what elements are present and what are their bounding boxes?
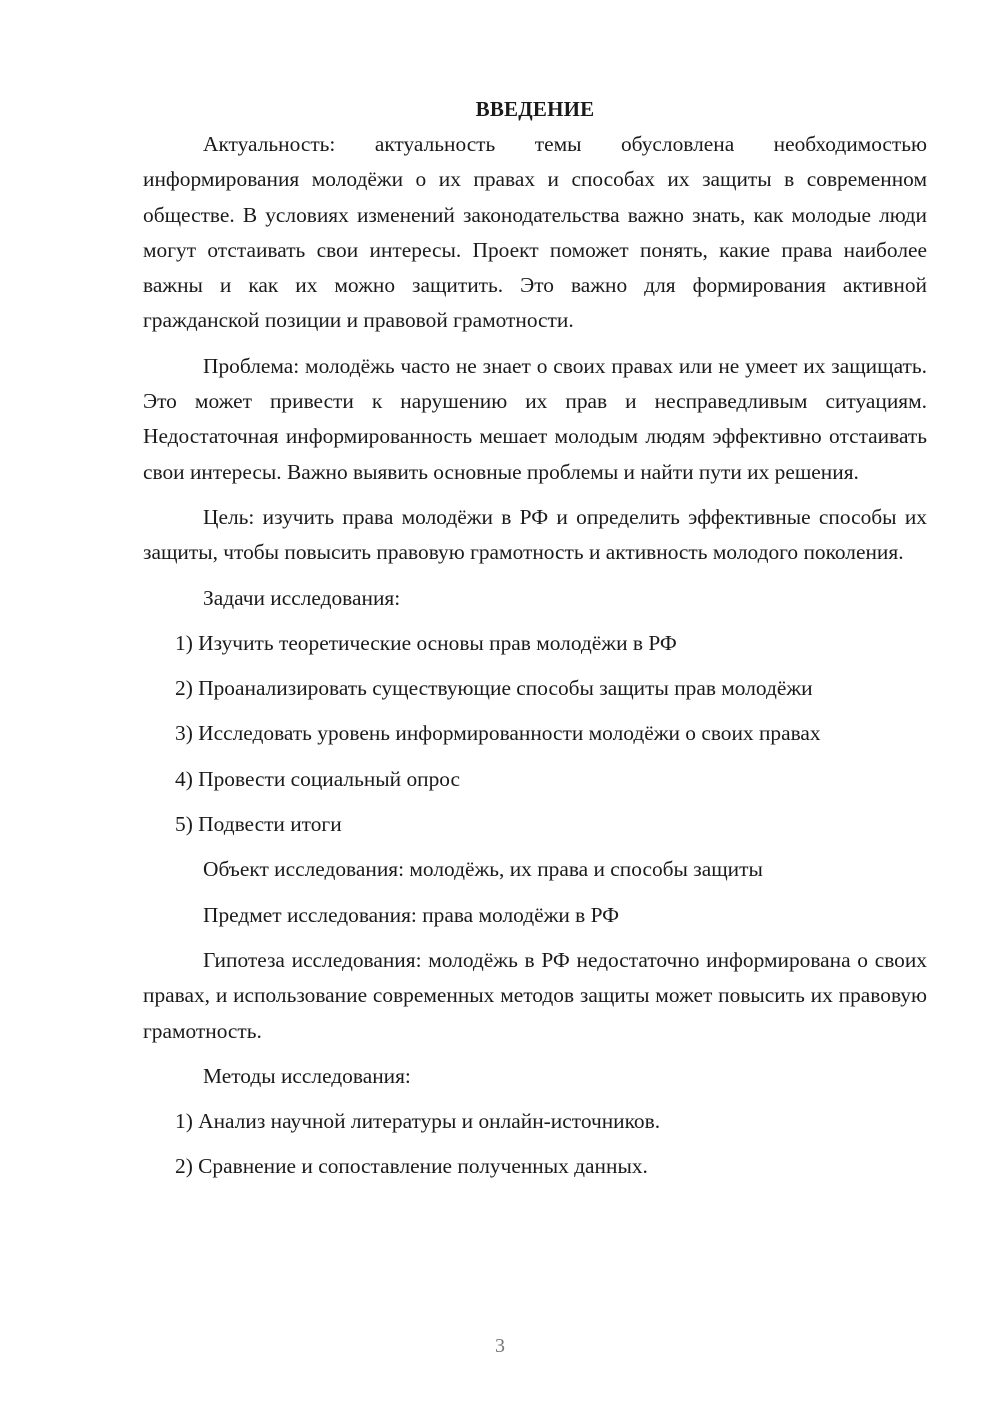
methods-heading: Методы исследования: [203,1063,411,1088]
problem-paragraph: Проблема: молодёжь часто не знает о своих правах или не умеет их защищать. Это может привести к нарушению их прав и несправедливым ситуациям. Недостаточная информированность мешает молодым людям эффективно отстаивать свои интересы. Важно выявить основные проблемы и найти пути их решения. [143,353,927,484]
page-number: 3 [495,1335,505,1357]
task-item-1: 1) Изучить теоретические основы прав молодёжи в РФ [175,630,677,655]
tasks-heading: Задачи исследования: [203,585,401,610]
task-item-2: 2) Проанализировать существующие способы защиты прав молодёжи [175,676,813,701]
method-item-2: 2) Сравнение и сопоставление полученных данных. [175,1154,648,1179]
method-item-1: 1) Анализ научной литературы и онлайн-источников. [175,1109,661,1134]
relevance-paragraph: Актуальность: актуальность темы обусловлена необходимостью информирования молодёжи о их правах и способах их защиты в современном обществе. В условиях изменений законодательства важно знать, как молодые люди могут отстаивать свои интересы. Проект поможет понять, какие права наиболее важны и как их можно защитить. Это важно для формирования активной гражданской позиции и правовой грамотности. [143,132,927,333]
task-item-3: 3) Исследовать уровень информированности молодёжи о своих правах [175,721,821,746]
research-object: Объект исследования: молодёжь, их права и способы защиты [203,857,763,882]
research-subject: Предмет исследования: права молодёжи в РФ [203,902,620,927]
hypothesis-paragraph: Гипотеза исследования: молодёжь в РФ недостаточно информирована о своих правах, и использование современных методов защиты может повысить их правовую грамотность. [143,947,927,1043]
goal-paragraph: Цель: изучить права молодёжи в РФ и определить эффективные способы их защиты, чтобы повысить правовую грамотность и активность молодого поколения. [143,504,927,565]
page-content [143,92,927,1195]
section-title: ВВЕДЕНИЕ [475,97,595,121]
task-item-5: 5) Подвести итоги [175,812,342,837]
task-item-4: 4) Провести социальный опрос [175,766,461,791]
